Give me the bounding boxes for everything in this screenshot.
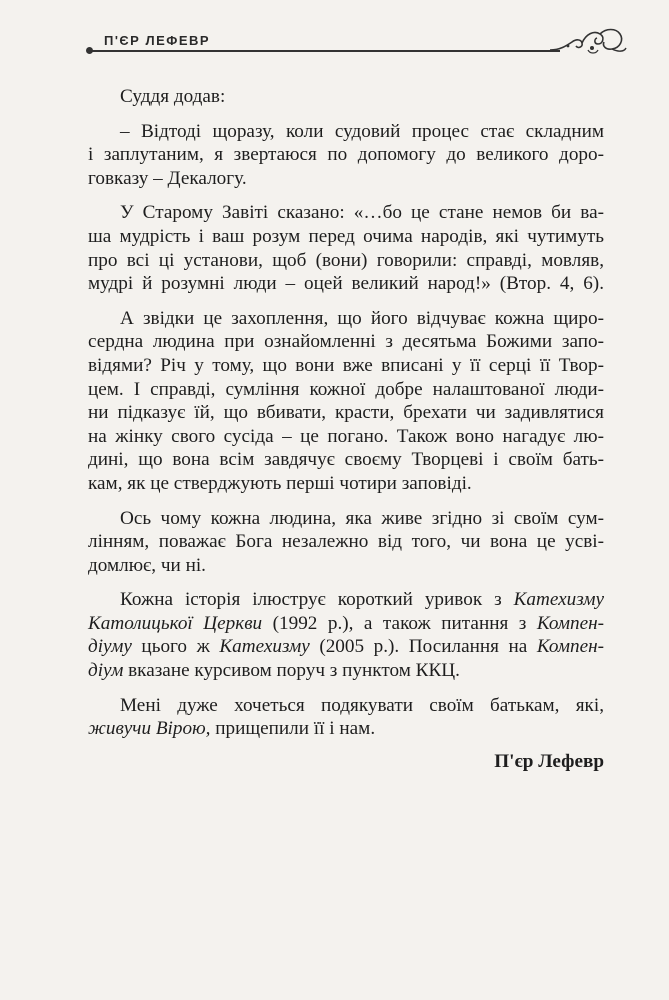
text-line: Ось чому кожна людина, яка живе згідно зі своїм сум-: [120, 507, 604, 529]
text-line: – Відтоді щоразу, коли судовий процес стає складним: [120, 120, 604, 142]
text-line: дині, що вона всім завдячує своєму Творцеві і своїм бать-: [88, 449, 604, 471]
text-line: кам, як це стверджують перші чотири заповіді.: [88, 472, 472, 494]
text-line: цем. І справді, сумління кожної добре налаштованої люди-: [88, 378, 604, 400]
text-line: діум вказане курсивом поруч з пунктом ККЦ.: [88, 660, 460, 682]
text-line: сердна людина при ознайомленні з десятьма Божими запо-: [88, 331, 604, 353]
text-line: ни підказує їй, що вбивати, красти, брехати чи задивлятися: [88, 402, 604, 424]
text-line: говказу – Декалогу.: [88, 167, 247, 189]
text-line: Кожна історія ілюструє короткий уривок з Катехизму: [120, 589, 604, 611]
paragraph-judge-added: [88, 85, 604, 109]
text-line: і заплутаним, я звертаюся по допомогу до великого доро-: [88, 144, 604, 166]
author-signature: П'єр Лефевр: [494, 750, 604, 772]
text-line: на жінку свого сусіда – це погано. Також воно нагадує лю-: [88, 425, 604, 447]
paragraph-commandments: [88, 307, 604, 496]
paragraph-thanks: [88, 694, 604, 741]
rule-dot: [86, 47, 93, 54]
text-line: мудрі й розумні люди – оцей великий народ!» (Втор. 4, 6).: [88, 273, 604, 295]
text-line: Мені дуже хочеться подякувати своїм батькам, які,: [120, 694, 604, 716]
text-line: лінням, поважає Бога незалежно від того, чи вона це усві-: [88, 531, 604, 553]
text-line: У Старому Завіті сказано: «…бо це стане немов би ва-: [120, 202, 604, 224]
page-header: [86, 30, 626, 56]
header-rule: [90, 50, 560, 52]
paragraph-catechism: [88, 588, 604, 682]
running-head: П'ЄР ЛЕФЕВР: [104, 33, 211, 48]
text-line: живучи Вірою, прищепили її і нам.: [88, 718, 376, 740]
paragraph-old-testament: [88, 201, 604, 295]
text-line: відями? Річ у тому, що вони вже вписані у її серці її Твор-: [88, 354, 604, 376]
text-line: про всі ці установи, щоб (вони) говорили: справді, мовляв,: [88, 249, 604, 271]
text-line: Суддя додав:: [120, 86, 226, 107]
flourish-ornament-icon: [548, 24, 628, 58]
page-body: [88, 85, 604, 773]
text-line: Католицької Церкви (1992 р.), а також питання з Компен-: [88, 612, 604, 634]
paragraph-conscience: [88, 507, 604, 578]
text-line: діуму цього ж Катехизму (2005 р.). Посилання на Компен-: [88, 636, 604, 658]
paragraph-judge-quote: [88, 120, 604, 191]
text-line: домлює, чи ні.: [88, 554, 206, 576]
text-line: А звідки це захоплення, що його відчуває кожна щиро-: [120, 307, 604, 329]
text-line: ша мудрість і ваш розум перед очима народів, які чутимуть: [88, 225, 604, 247]
